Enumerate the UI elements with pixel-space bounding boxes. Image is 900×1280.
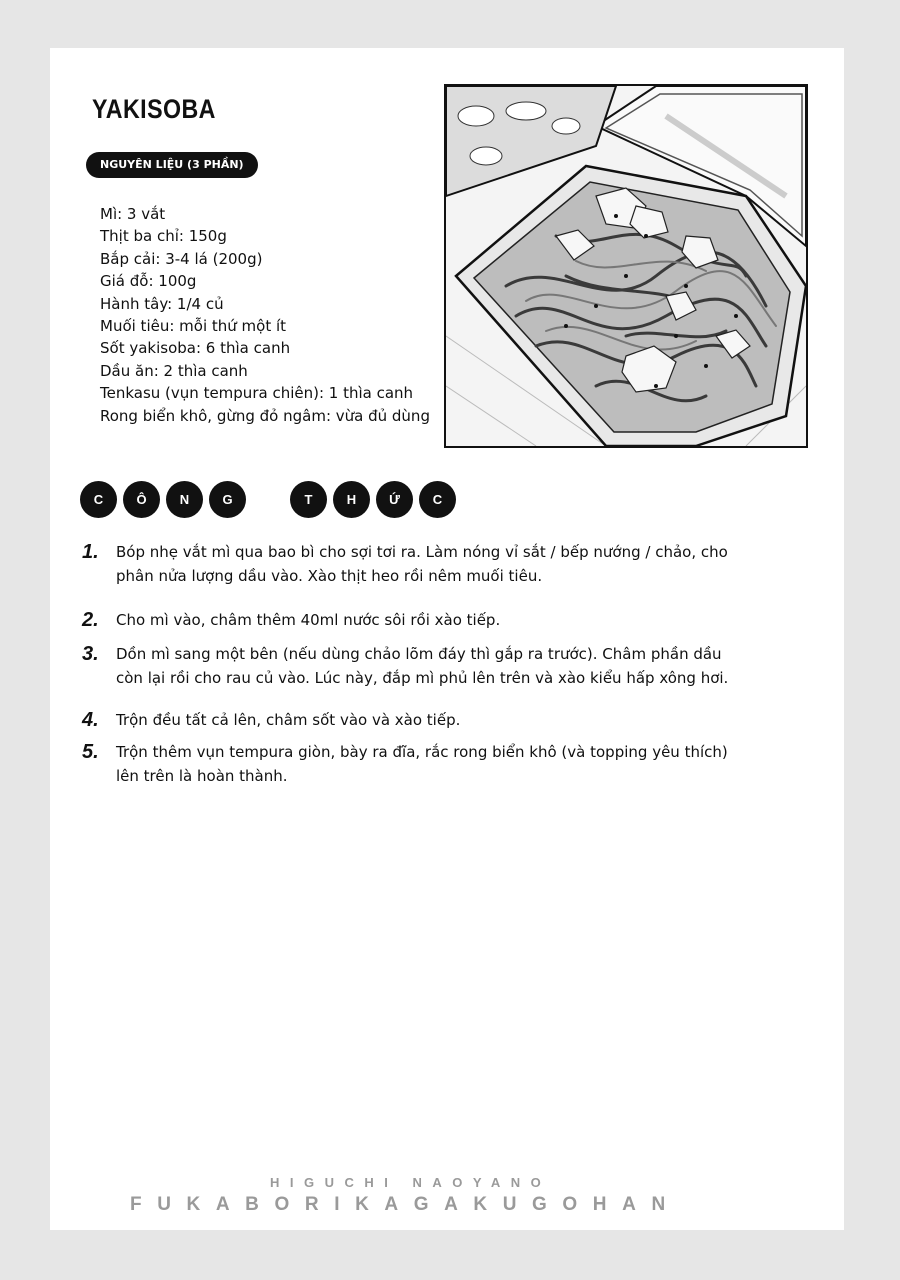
step-text: Bóp nhẹ vắt mì qua bao bì cho sợi tơi ra. Làm nóng vỉ sắt / bếp nướng / chảo, cho phân nửa lượng dầu vào. Xào thịt heo rồi nêm muối tiêu.: [116, 543, 728, 585]
ingredient-item: Hành tây: 1/4 củ: [100, 294, 224, 313]
ingredient-item: Mì: 3 vắt: [100, 205, 166, 223]
heading-letter: Ứ: [376, 481, 413, 518]
ingredient-item: Dầu ăn: 2 thìa canh: [100, 361, 248, 380]
ingredient-item: Muối tiêu: mỗi thứ một ít: [100, 317, 287, 336]
recipe-step: [82, 642, 742, 690]
heading-letter: Ô: [123, 481, 160, 518]
step-text: Cho mì vào, châm thêm 40ml nước sôi rồi xào tiếp.: [116, 611, 501, 629]
recipe-step: [82, 708, 742, 732]
ingredient-item: Thịt ba chỉ: 150g: [100, 227, 227, 246]
heading-letter: H: [333, 481, 370, 518]
step-number: 1.: [82, 541, 99, 563]
step-text: Trộn đều tất cả lên, châm sốt vào và xào tiếp.: [116, 711, 461, 729]
yakisoba-illustration: [444, 84, 808, 448]
heading-letter: G: [209, 481, 246, 518]
ingredient-item: Giá đỗ: 100g: [100, 272, 197, 291]
ingredient-item: Rong biển khô, gừng đỏ ngâm: vừa đủ dùng: [100, 406, 430, 425]
heading-letter: C: [419, 481, 456, 518]
step-number: 4.: [82, 709, 99, 731]
footer-series-title: FUKABORIKAGAKUGOHAN: [130, 1194, 681, 1215]
recipe-step: [82, 540, 742, 588]
ingredient-item: Sốt yakisoba: 6 thìa canh: [100, 339, 291, 358]
recipe-step: [82, 608, 742, 632]
footer-author: HIGUCHI NAOYANO: [270, 1175, 552, 1190]
ingredients-badge: NGUYÊN LIỆU (3 PHẦN): [86, 152, 258, 178]
recipe-step: [82, 740, 742, 788]
step-text: Trộn thêm vụn tempura giòn, bày ra đĩa, rắc rong biển khô (và topping yêu thích) lên trên là hoàn thành.: [116, 743, 728, 785]
step-text: Dồn mì sang một bên (nếu dùng chảo lõm đáy thì gắp ra trước). Châm phần dầu còn lại rồi cho rau củ vào. Lúc này, đắp mì phủ lên trên và xào kiểu hấp xông hơi.: [116, 645, 729, 687]
heading-letter: N: [166, 481, 203, 518]
step-number: 5.: [82, 741, 99, 763]
step-number: 2.: [82, 609, 99, 631]
recipe-steps-heading: [80, 481, 462, 518]
recipe-title: YAKISOBA: [92, 94, 216, 124]
heading-letter: T: [290, 481, 327, 518]
recipe-page: [50, 48, 844, 1230]
ingredients-list: [100, 203, 430, 427]
heading-letter: C: [80, 481, 117, 518]
ingredient-item: Tenkasu (vụn tempura chiên): 1 thìa canh: [100, 384, 414, 403]
ingredient-item: Bắp cải: 3-4 lá (200g): [100, 249, 263, 268]
step-number: 3.: [82, 643, 99, 665]
